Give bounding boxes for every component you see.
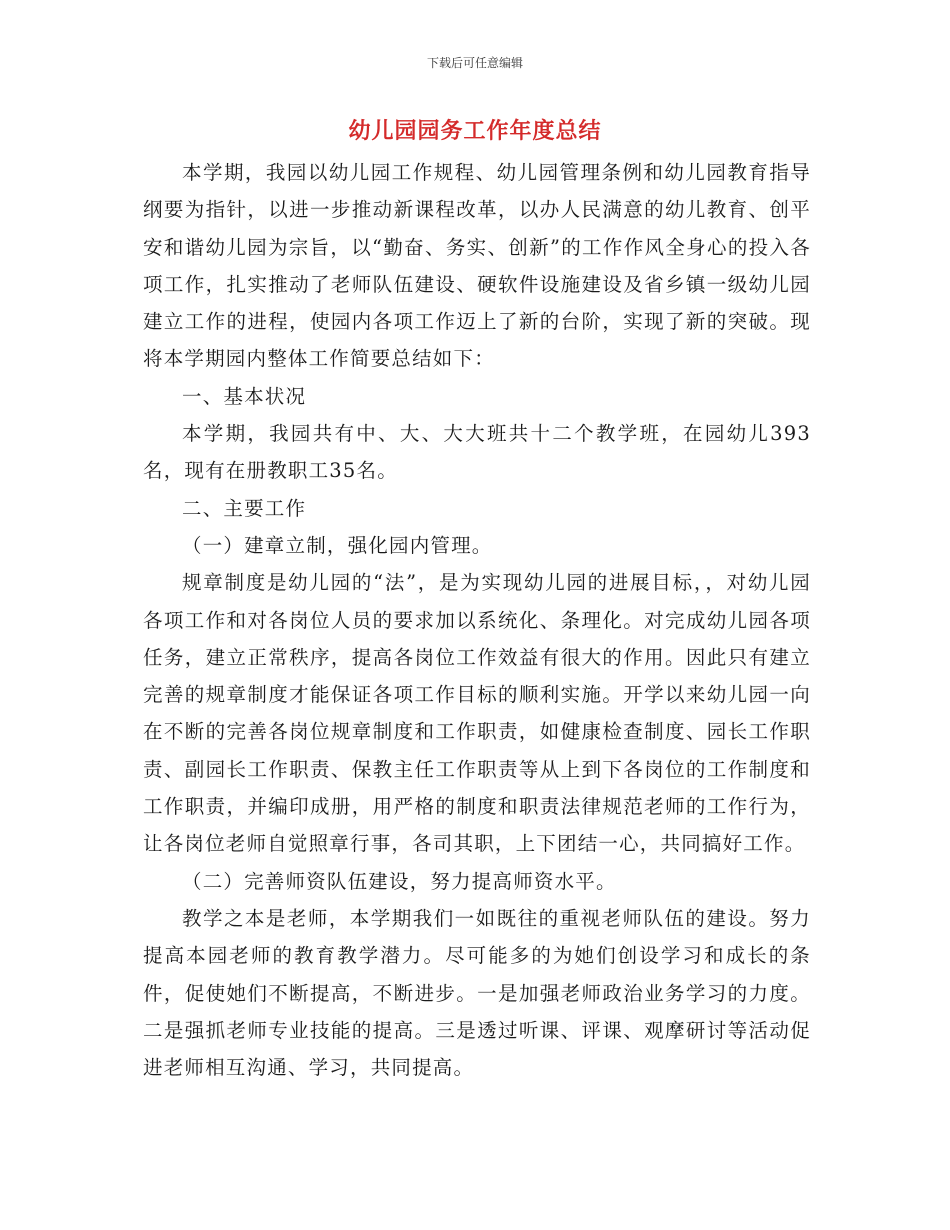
heading-basic-situation: 一、基本状况 — [182, 384, 307, 408]
document-title: 幼儿园园务工作年度总结 — [348, 119, 602, 144]
heading-main-work: 二、主要工作 — [182, 496, 307, 520]
paragraph-intro: 本学期，我园以幼儿园工作规程、幼儿园管理条例和幼儿园教育指导纲要为指针，以进一步推动新课程改革，以办人民满意的幼儿教育、创平安和谐幼儿园为宗旨，以“勤奋、务实、创新”的工作作风全身心的投入各项工作，扎实推动了老师队伍建设、硬软件设施建设及省乡镇一级幼儿园建立工作的进程，使园内各项工作迈上了新的台阶，实现了新的突破。现将本学期园内整体工作简要总结如下： — [143, 161, 811, 371]
subheading-teacher-team: （二）完善师资队伍建设，努力提高师资水平。 — [182, 869, 617, 893]
paragraph-basic-situation: 本学期，我园共有中、大、大大班共十二个教学班，在园幼儿393名，现有在册教职工35名。 — [143, 422, 811, 483]
subheading-rules-management: （一）建章立制，强化园内管理。 — [182, 533, 493, 557]
document-body — [143, 154, 811, 1086]
paragraph-rules-management: 规章制度是幼儿园的“法”，是为实现幼儿园的进展目标，，对幼儿园各项工作和对各岗位人员的要求加以系统化、条理化。对完成幼儿园各项任务，建立正常秩序，提高各岗位工作效益有很大的作用。因此只有建立完善的规章制度才能保证各项工作目标的顺利实施。开学以来幼儿园一向在不断的完善各岗位规章制度和工作职责，如健康检查制度、园长工作职责、副园长工作职责、保教主任工作职责等从上到下各岗位的工作制度和工作职责，并编印成册，用严格的制度和职责法律规范老师的工作行为，让各岗位老师自觉照章行事，各司其职，上下团结一心，共同搞好工作。 — [143, 571, 811, 856]
paragraph-teacher-team: 教学之本是老师，本学期我们一如既往的重视老师队伍的建设。努力提高本园老师的教育教学潜力。尽可能多的为她们创设学习和成长的条件，促使她们不断提高，不断进步。一是加强老师政治业务学习的力度。二是强抓老师专业技能的提高。三是透过听课、评课、观摩研讨等活动促进老师相互沟通、学习，共同提高。 — [143, 906, 811, 1080]
page-header-note: 下载后可任意编辑 — [426, 56, 523, 70]
